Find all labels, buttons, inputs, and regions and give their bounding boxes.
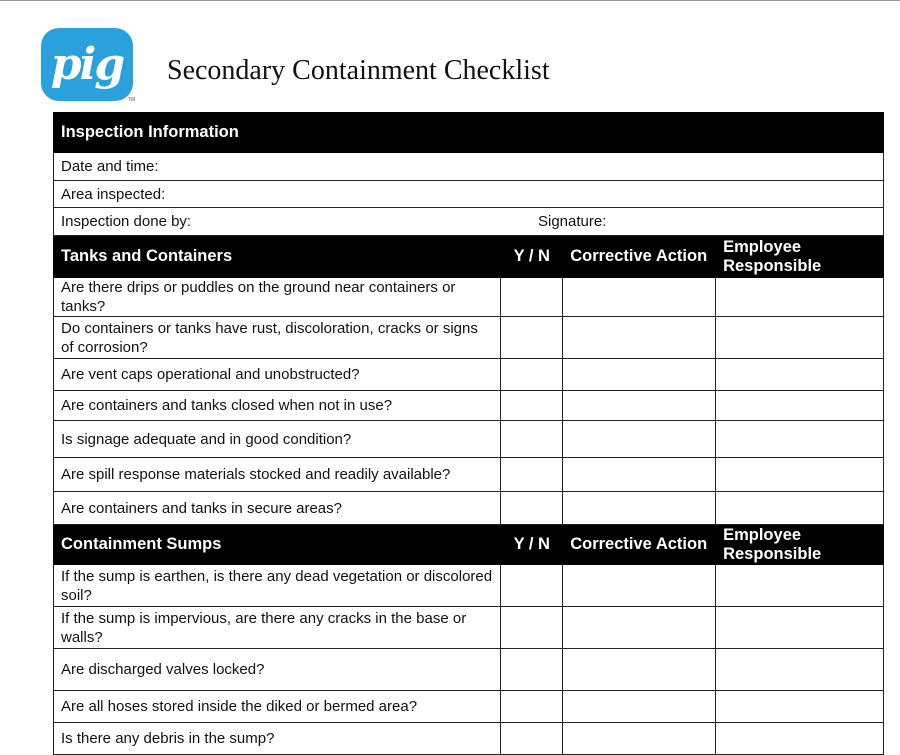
yn-cell[interactable] (501, 492, 563, 525)
yn-cell[interactable] (501, 458, 563, 492)
checklist-row (54, 607, 884, 649)
signature-label[interactable]: Signature: (538, 213, 607, 230)
employee-cell[interactable] (716, 391, 884, 421)
page-title: Secondary Containment Checklist (167, 55, 550, 86)
checklist-row (54, 317, 884, 359)
employee-cell[interactable] (716, 317, 884, 359)
yn-cell[interactable] (501, 607, 563, 649)
inspection-header: Inspection Information (54, 113, 884, 153)
question: Are discharged valves locked? (54, 649, 501, 691)
corrective-action-cell[interactable] (563, 649, 716, 691)
checklist-row (54, 359, 884, 391)
corrective-action-cell[interactable] (563, 607, 716, 649)
yn-cell[interactable] (501, 359, 563, 391)
employee-cell[interactable] (716, 649, 884, 691)
logo-text: pig (50, 39, 124, 90)
employee-header: Employee Responsible (716, 236, 884, 278)
employee-cell[interactable] (716, 458, 884, 492)
question: If the sump is earthen, is there any dead vegetation or discolored soil? (54, 565, 501, 607)
question: Are spill response materials stocked and readily available? (54, 458, 501, 492)
yn-cell[interactable] (501, 391, 563, 421)
question: Are containers and tanks in secure areas? (54, 492, 501, 525)
corrective-header: Corrective Action (563, 236, 716, 278)
yn-cell[interactable] (501, 278, 563, 317)
checklist-row (54, 492, 884, 525)
yn-cell[interactable] (501, 723, 563, 755)
checklist-row (54, 723, 884, 755)
yn-cell[interactable] (501, 691, 563, 723)
employee-cell[interactable] (716, 691, 884, 723)
employee-cell[interactable] (716, 565, 884, 607)
trademark: TM (128, 97, 136, 103)
corrective-action-cell[interactable] (563, 278, 716, 317)
employee-cell[interactable] (716, 492, 884, 525)
corrective-action-cell[interactable] (563, 421, 716, 458)
corrective-action-cell[interactable] (563, 391, 716, 421)
employee-cell[interactable] (716, 278, 884, 317)
yn-cell[interactable] (501, 565, 563, 607)
inspector-field[interactable] (54, 208, 884, 236)
question: Is signage adequate and in good condition? (54, 421, 501, 458)
checklist-row (54, 458, 884, 492)
corrective-header: Corrective Action (563, 525, 716, 565)
checklist-row (54, 691, 884, 723)
inspector-label: Inspection done by: (61, 213, 192, 230)
employee-cell[interactable] (716, 607, 884, 649)
area-field[interactable]: Area inspected: (54, 181, 884, 208)
corrective-action-cell[interactable] (563, 723, 716, 755)
yn-cell[interactable] (501, 421, 563, 458)
question: Are vent caps operational and unobstructed? (54, 359, 501, 391)
corrective-action-cell[interactable] (563, 458, 716, 492)
question: Are all hoses stored inside the diked or bermed area? (54, 691, 501, 723)
corrective-action-cell[interactable] (563, 317, 716, 359)
yn-header: Y / N (501, 525, 563, 565)
checklist-row (54, 565, 884, 607)
corrective-action-cell[interactable] (563, 359, 716, 391)
employee-cell[interactable] (716, 359, 884, 391)
question: If the sump is impervious, are there any cracks in the base or walls? (54, 607, 501, 649)
checklist-table (53, 112, 884, 755)
employee-cell[interactable] (716, 421, 884, 458)
question: Are containers and tanks closed when not in use? (54, 391, 501, 421)
yn-header: Y / N (501, 236, 563, 278)
employee-header: Employee Responsible (716, 525, 884, 565)
checklist-row (54, 649, 884, 691)
date-field[interactable]: Date and time: (54, 153, 884, 181)
checklist-row (54, 421, 884, 458)
question: Is there any debris in the sump? (54, 723, 501, 755)
yn-cell[interactable] (501, 649, 563, 691)
question: Do containers or tanks have rust, discoloration, cracks or signs of corrosion? (54, 317, 501, 359)
corrective-action-cell[interactable] (563, 691, 716, 723)
checklist-row (54, 278, 884, 317)
yn-cell[interactable] (501, 317, 563, 359)
tanks-header: Tanks and Containers (54, 236, 501, 278)
corrective-action-cell[interactable] (563, 492, 716, 525)
employee-cell[interactable] (716, 723, 884, 755)
checklist-row (54, 391, 884, 421)
question: Are there drips or puddles on the ground near containers or tanks? (54, 278, 501, 317)
sumps-header: Containment Sumps (54, 525, 501, 565)
corrective-action-cell[interactable] (563, 565, 716, 607)
